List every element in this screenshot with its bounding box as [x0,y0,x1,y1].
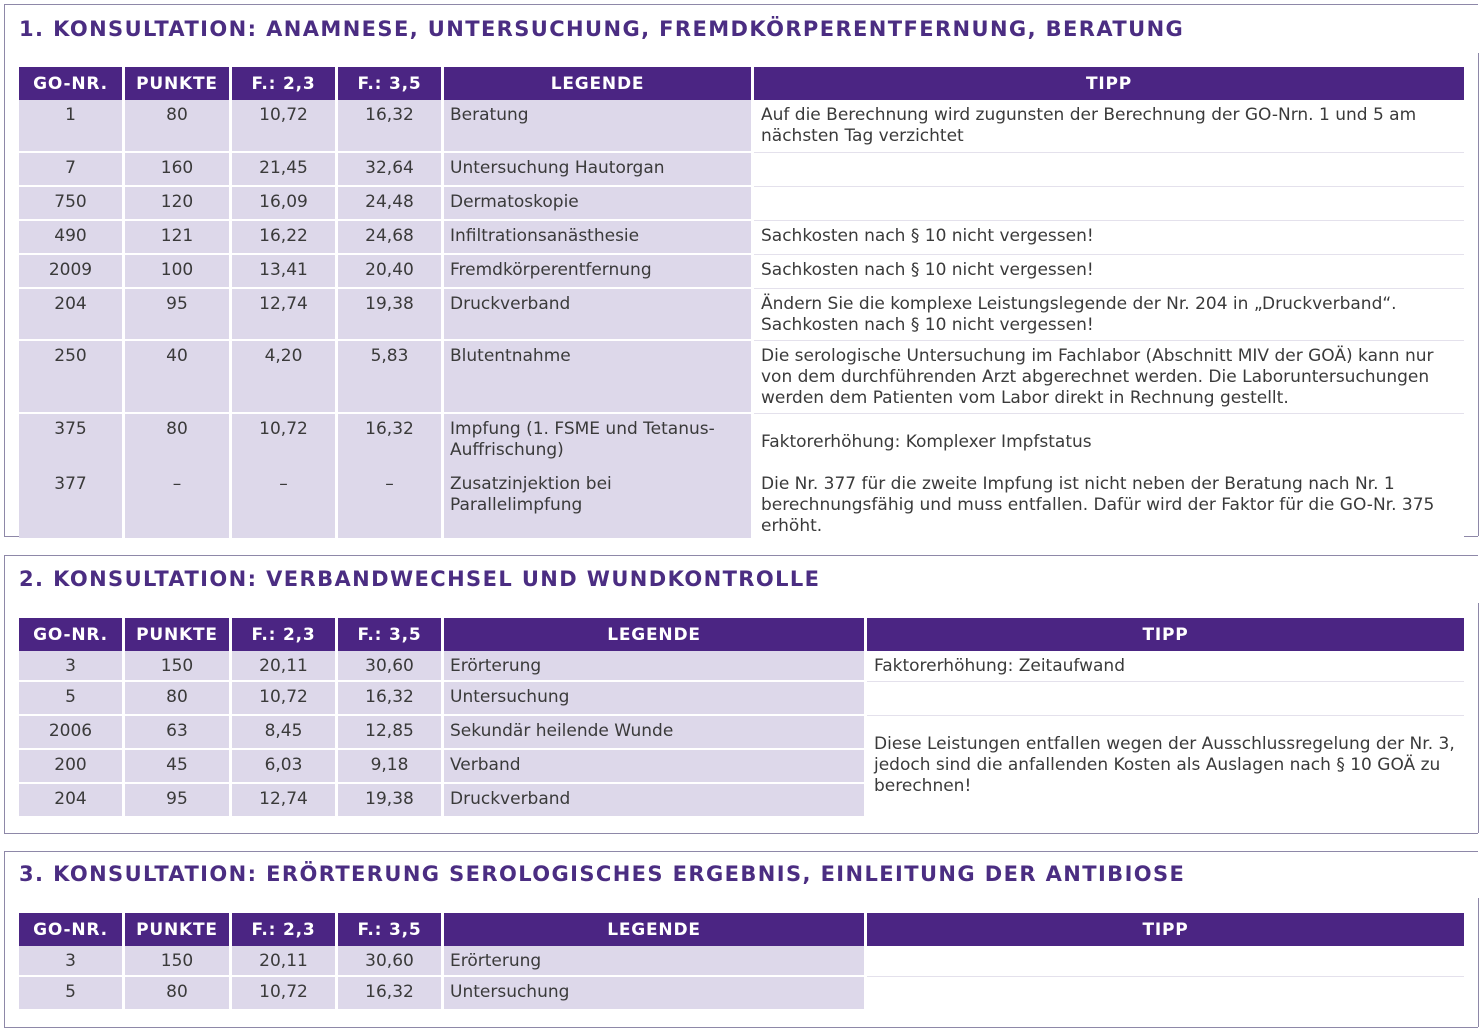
f35-cell: 30,60 [338,651,444,682]
punkte-cell: 45 [125,750,232,784]
go-nr-cell: 1 [19,100,125,153]
table-row [19,716,1464,750]
f23-cell: 20,11 [232,651,338,682]
tipp-cell [867,682,1464,716]
f23-cell: 10,72 [232,977,338,1011]
f23-cell: 4,20 [232,341,338,414]
table-row [19,187,1464,221]
f35-cell: 19,38 [338,289,444,341]
col-header-go-nr: GO-NR. [19,67,125,100]
legende-cell: Infiltrationsanästhesie [444,221,754,255]
go-nr-cell: 5 [19,682,125,716]
punkte-cell: 80 [125,682,232,716]
tipp-cell: Die Nr. 377 für die zweite Impfung ist nicht neben der Beratung nach Nr. 1 berechnungsfähig und muss entfallen. Dafür wird der Faktor für die GO-Nr. 375 erhöht. [754,469,1464,540]
legende-cell: Erörterung [444,946,867,977]
section-3-title: 3. KONSULTATION: ERÖRTERUNG SEROLOGISCHES ERGEBNIS, EINLEITUNG DER ANTIBIOSE [19,862,1186,886]
f35-cell: – [338,469,444,540]
legende-cell: Impfung (1. FSME und Tetanus-Auffrischung) [444,414,754,469]
punkte-cell: 100 [125,255,232,289]
punkte-cell: 80 [125,977,232,1011]
tipp-cell: Die serologische Untersuchung im Fachlabor (Abschnitt MIV der GOÄ) kann nur von dem durchführenden Arzt abgerechnet werden. Die Laboruntersuchungen werden dem Patienten vom Labor direkt in Rechnung gestellt. [754,341,1464,414]
legende-cell: Fremdkörperentfernung [444,255,754,289]
col-header-legende: LEGENDE [444,67,754,100]
go-nr-cell: 7 [19,153,125,187]
section-1 [4,4,1478,537]
col-header-go-nr: GO-NR. [19,618,125,651]
tipp-cell [867,977,1464,1011]
table-header-row [19,913,1464,946]
punkte-cell: 80 [125,414,232,469]
section-2-title: 2. KONSULTATION: VERBANDWECHSEL UND WUNDKONTROLLE [19,567,821,591]
f23-cell: 8,45 [232,716,338,750]
go-nr-cell: 3 [19,946,125,977]
table-row [19,289,1464,341]
go-nr-cell: 750 [19,187,125,221]
go-nr-cell: 3 [19,651,125,682]
section-2-table [19,618,1464,818]
legende-cell: Untersuchung [444,977,867,1011]
f35-cell: 16,32 [338,682,444,716]
col-header-f35: F.: 3,5 [338,618,444,651]
legende-cell: Druckverband [444,289,754,341]
f23-cell: 6,03 [232,750,338,784]
f23-cell: 16,09 [232,187,338,221]
legende-cell: Zusatzinjektion bei Parallelimpfung [444,469,754,540]
f35-cell: 12,85 [338,716,444,750]
punkte-cell: 40 [125,341,232,414]
go-nr-cell: 204 [19,784,125,818]
punkte-cell: – [125,469,232,540]
tipp-cell: Sachkosten nach § 10 nicht vergessen! [754,255,1464,289]
f35-cell: 19,38 [338,784,444,818]
tipp-cell [867,946,1464,977]
legende-cell: Untersuchung [444,682,867,716]
table-row [19,221,1464,255]
legende-cell: Verband [444,750,867,784]
table-row [19,255,1464,289]
f35-cell: 24,48 [338,187,444,221]
table-row [19,977,1464,1011]
table-row [19,682,1464,716]
go-nr-cell: 5 [19,977,125,1011]
table-row [19,651,1464,682]
col-header-f23: F.: 2,3 [232,913,338,946]
f23-cell: – [232,469,338,540]
f23-cell: 13,41 [232,255,338,289]
f23-cell: 16,22 [232,221,338,255]
col-header-f35: F.: 3,5 [338,913,444,946]
f35-cell: 16,32 [338,977,444,1011]
tipp-cell: Ändern Sie die komplexe Leistungslegende der Nr. 204 in „Druckverband“. Sachkosten nach § 10 nicht vergessen! [754,289,1464,341]
col-header-tipp: TIPP [867,913,1464,946]
punkte-cell: 150 [125,946,232,977]
legende-cell: Beratung [444,100,754,153]
table-header-row [19,67,1464,100]
col-header-go-nr: GO-NR. [19,913,125,946]
tipp-cell: Auf die Berechnung wird zugunsten der Berechnung der GO-Nrn. 1 und 5 am nächsten Tag verzichtet [754,100,1464,153]
tipp-cell: Sachkosten nach § 10 nicht vergessen! [754,221,1464,255]
section-1-table [19,67,1464,540]
f35-cell: 24,68 [338,221,444,255]
f23-cell: 10,72 [232,414,338,469]
col-header-punkte: PUNKTE [125,618,232,651]
section-2 [4,555,1478,834]
go-nr-cell: 377 [19,469,125,540]
punkte-cell: 80 [125,100,232,153]
table-row [19,153,1464,187]
f35-cell: 16,32 [338,414,444,469]
f35-cell: 9,18 [338,750,444,784]
col-header-legende: LEGENDE [444,618,867,651]
punkte-cell: 150 [125,651,232,682]
punkte-cell: 95 [125,289,232,341]
tipp-cell: Faktorerhöhung: Komplexer Impfstatus [754,414,1464,469]
tipp-cell: Diese Leistungen entfallen wegen der Ausschlussregelung der Nr. 3, jedoch sind die anfallenden Kosten als Auslagen nach § 10 GOÄ zu berechnen! [867,716,1464,818]
legende-cell: Erörterung [444,651,867,682]
col-header-punkte: PUNKTE [125,913,232,946]
tipp-cell [754,153,1464,187]
f35-cell: 20,40 [338,255,444,289]
tipp-cell: Faktorerhöhung: Zeitaufwand [867,651,1464,682]
table-row [19,100,1464,153]
f23-cell: 21,45 [232,153,338,187]
punkte-cell: 120 [125,187,232,221]
col-header-f23: F.: 2,3 [232,618,338,651]
f23-cell: 10,72 [232,100,338,153]
f23-cell: 20,11 [232,946,338,977]
table-header-row [19,618,1464,651]
go-nr-cell: 490 [19,221,125,255]
table-row [19,414,1464,469]
go-nr-cell: 375 [19,414,125,469]
f23-cell: 10,72 [232,682,338,716]
f23-cell: 12,74 [232,289,338,341]
f35-cell: 32,64 [338,153,444,187]
col-header-tipp: TIPP [754,67,1464,100]
table-row [19,469,1464,540]
go-nr-cell: 250 [19,341,125,414]
punkte-cell: 121 [125,221,232,255]
punkte-cell: 95 [125,784,232,818]
col-header-legende: LEGENDE [444,913,867,946]
col-header-punkte: PUNKTE [125,67,232,100]
col-header-f35: F.: 3,5 [338,67,444,100]
col-header-f23: F.: 2,3 [232,67,338,100]
go-nr-cell: 200 [19,750,125,784]
col-header-tipp: TIPP [867,618,1464,651]
f35-cell: 30,60 [338,946,444,977]
punkte-cell: 160 [125,153,232,187]
go-nr-cell: 204 [19,289,125,341]
punkte-cell: 63 [125,716,232,750]
f35-cell: 5,83 [338,341,444,414]
section-1-title: 1. KONSULTATION: ANAMNESE, UNTERSUCHUNG, FREMDKÖRPERENTFERNUNG, BERATUNG [19,17,1185,41]
section-3-table [19,913,1464,1011]
legende-cell: Druckverband [444,784,867,818]
f35-cell: 16,32 [338,100,444,153]
legende-cell: Blutentnahme [444,341,754,414]
legende-cell: Untersuchung Hautorgan [444,153,754,187]
go-nr-cell: 2006 [19,716,125,750]
legende-cell: Sekundär heilende Wunde [444,716,867,750]
f23-cell: 12,74 [232,784,338,818]
table-row [19,946,1464,977]
legende-cell: Dermatoskopie [444,187,754,221]
tipp-cell [754,187,1464,221]
go-nr-cell: 2009 [19,255,125,289]
table-row [19,341,1464,414]
section-3 [4,851,1478,1028]
